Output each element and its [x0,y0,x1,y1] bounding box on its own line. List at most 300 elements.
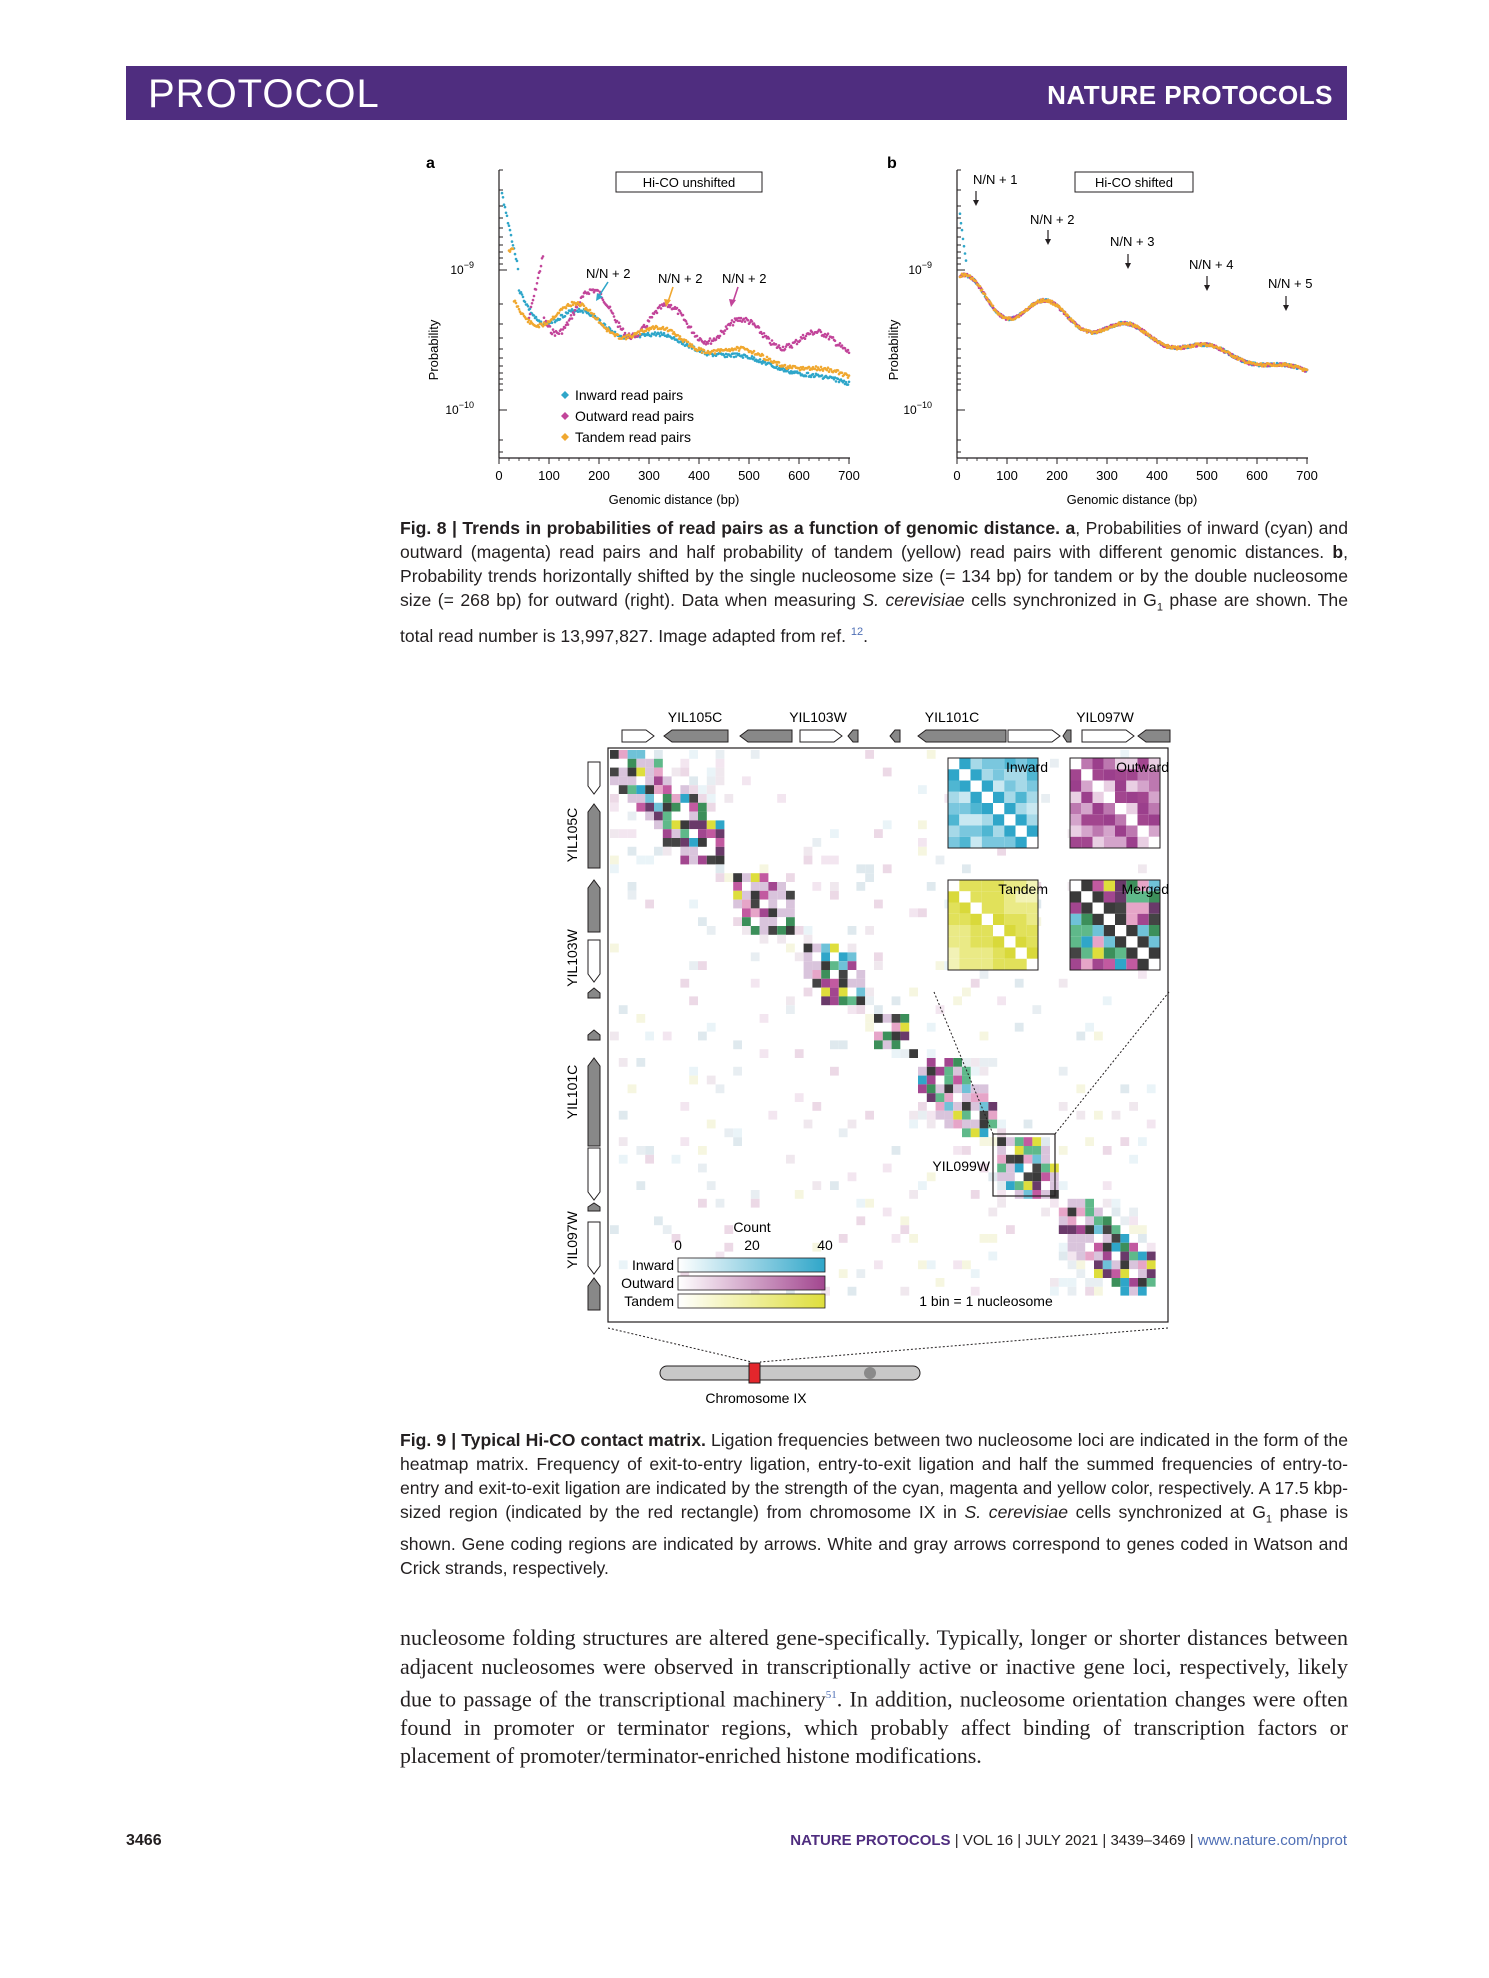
inset-cell [1104,781,1115,792]
matrix-cell [751,873,760,882]
inset-cell [982,959,993,970]
matrix-cell [733,891,742,900]
data-point [778,361,781,364]
matrix-cell [1006,1225,1015,1234]
matrix-cell [1103,1243,1112,1252]
inset-cell [1016,837,1027,848]
matrix-cell [856,1216,865,1225]
inset-cell [1149,936,1160,947]
inset-cell [1149,959,1160,970]
matrix-cell [663,1225,672,1234]
matrix-cell [980,1058,989,1067]
data-point [507,222,510,225]
matrix-cell [1032,1164,1041,1173]
matrix-cell [918,1102,927,1111]
inset-cell [1093,826,1104,837]
matrix-cell [1024,1164,1033,1173]
matrix-cell [936,1084,945,1093]
data-point [807,372,810,375]
matrix-cell [689,961,698,970]
inset-cell [1081,826,1092,837]
matrix-cell [997,1120,1006,1129]
inset-cell [1027,914,1038,925]
matrix-cell [830,961,839,970]
matrix-cell [663,829,672,838]
matrix-cell [786,908,795,917]
matrix-cell [918,820,927,829]
inset-cell [1016,814,1027,825]
inset-cell [948,903,959,914]
xtick-label: 600 [1246,468,1268,483]
inset-cell [1149,837,1160,848]
matrix-cell [654,759,663,768]
matrix-cell [883,1032,892,1041]
gene-arrow [588,1203,600,1211]
matrix-cell [680,856,689,865]
matrix-cell [760,891,769,900]
inset-cell [1081,781,1092,792]
inset-cell [1070,826,1081,837]
matrix-cell [927,1023,936,1032]
matrix-cell [786,1155,795,1164]
gene-arrow [588,880,600,932]
matrix-cell [892,1049,901,1058]
matrix-cell [980,1102,989,1111]
matrix-cell [1094,1216,1103,1225]
matrix-cell [848,996,857,1005]
inset-cell [1126,781,1137,792]
inset-cell [1070,880,1081,891]
matrix-cell [707,803,716,812]
matrix-cell [698,917,707,926]
data-point [715,338,718,341]
matrix-cell [830,996,839,1005]
matrix-cell [1068,1225,1077,1234]
fig8-caption-ref[interactable]: 12 [850,625,864,638]
matrix-cell [636,768,645,777]
matrix-cell [918,1084,927,1093]
data-point [744,320,747,323]
matrix-cell [1006,1155,1015,1164]
data-point [682,314,685,317]
matrix-cell [874,1040,883,1049]
inset-cell [1081,903,1092,914]
matrix-cell [856,979,865,988]
matrix-cell [936,1278,945,1287]
matrix-cell [1059,1199,1068,1208]
matrix-cell [1094,1208,1103,1217]
data-point [1079,326,1082,329]
scale-label-inward: Inward [631,1257,674,1273]
inset-cell [1027,814,1038,825]
matrix-cell [1059,1252,1068,1261]
matrix-cell [663,803,672,812]
inset-cell [959,880,970,891]
matrix-cell [1147,1287,1156,1296]
centromere [864,1367,876,1379]
matrix-cell [610,864,619,873]
inset-cell [1149,826,1160,837]
matrix-cell [821,996,830,1005]
data-point [984,293,987,296]
matrix-cell [962,1260,971,1269]
inset-cell [971,959,982,970]
matrix-cell [628,1084,637,1093]
section-label: PROTOCOL [148,72,380,116]
data-point [546,323,549,326]
matrix-cell [971,1102,980,1111]
inset-cell [982,758,993,769]
matrix-cell [680,838,689,847]
inset-cell [948,837,959,848]
xtick-label: 300 [638,468,660,483]
matrix-cell [680,829,689,838]
matrix-cell [628,891,637,900]
data-point [839,342,842,345]
matrix-cell [733,1040,742,1049]
matrix-cell [918,1181,927,1190]
matrix-cell [716,856,725,865]
data-point [671,329,674,332]
matrix-cell [1138,1234,1147,1243]
matrix-cell [742,873,751,882]
matrix-cell [1041,794,1050,803]
matrix-cell [944,1084,953,1093]
data-point [662,326,665,329]
footer-url[interactable]: www.nature.com/nprot [1197,1832,1347,1849]
inset-cell [1004,837,1015,848]
matrix-cell [1059,1067,1068,1076]
matrix-cell [1085,1278,1094,1287]
inset-cell [982,781,993,792]
data-point [784,364,787,367]
matrix-cell [980,970,989,979]
inset-label-outward: Outward [1116,759,1169,775]
matrix-cell [980,1093,989,1102]
inset-cell [971,781,982,792]
gene-arrow [664,730,728,742]
scale-label-outward: Outward [621,1275,674,1291]
matrix-cell [716,847,725,856]
matrix-cell [645,900,654,909]
matrix-cell [944,1111,953,1120]
matrix-cell [768,908,777,917]
matrix-cell [654,794,663,803]
page-number: 3466 [126,1832,162,1849]
matrix-cell [848,1120,857,1129]
xtick-label: 500 [1196,468,1218,483]
matrix-cell [610,768,619,777]
data-point [687,341,690,344]
inset-cell [971,948,982,959]
data-point [518,289,521,292]
data-point [622,327,625,330]
matrix-cell [760,926,769,935]
data-point [505,212,508,215]
data-point [693,332,696,335]
footer-citation: NATURE PROTOCOLS | VOL 16 | JULY 2021 | 3439–3469 | www.nature.com/nprot [790,1832,1347,1849]
matrix-cell [777,891,786,900]
matrix-cell [1059,1102,1068,1111]
data-point [538,326,541,329]
matrix-cell [927,750,936,759]
data-point [827,366,830,369]
matrix-cell [619,759,628,768]
inset-cell [1138,814,1149,825]
data-point [961,229,964,232]
matrix-cell [768,882,777,891]
inset-cell [1081,959,1092,970]
matrix-cell [839,970,848,979]
matrix-cell [1129,1225,1138,1234]
inset-cell [959,769,970,780]
matrix-cell [1103,1146,1112,1155]
matrix-cell [812,979,821,988]
gene-arrow [1082,730,1134,742]
matrix-cell [610,944,619,953]
matrix-cell [672,829,681,838]
matrix-cell [936,1111,945,1120]
matrix-cell [883,1164,892,1173]
matrix-cell [724,794,733,803]
data-point [845,381,848,384]
matrix-cell [909,1049,918,1058]
data-point [619,325,622,328]
matrix-cell [636,1014,645,1023]
matrix-cell [830,970,839,979]
matrix-cell [927,882,936,891]
inset-cell [948,826,959,837]
data-point [747,319,750,322]
inset-cell [1104,758,1115,769]
matrix-cell [654,1216,663,1225]
matrix-cell [628,785,637,794]
matrix-cell [980,1128,989,1137]
matrix-cell [645,1155,654,1164]
matrix-cell [962,1093,971,1102]
matrix-cell [1076,1216,1085,1225]
matrix-cell [1147,1120,1156,1129]
data-point [709,337,712,340]
matrix-cell [953,1120,962,1129]
matrix-cell [944,1076,953,1085]
matrix-cell [689,847,698,856]
data-point [847,349,850,352]
body-text-2: . In addition, nucleosome orientation changes were often found in promoter or terminator regions, which probably affect binding of transcription factors or placement of promoter/terminator-enriched histone modifications. [400,1686,1348,1769]
matrix-cell [874,1005,883,1014]
matrix-cell [909,988,918,997]
matrix-cell [883,1023,892,1032]
matrix-cell [997,1146,1006,1155]
panel-b-annotation: N/N + 1 [973,172,1018,187]
panel-a-box-label: Hi-CO unshifted [642,175,736,190]
data-point [512,244,515,247]
data-point [847,383,850,386]
scale-bar-tandem [678,1294,825,1308]
matrix-cell [962,988,971,997]
data-point [624,332,627,335]
inset-cell [948,781,959,792]
inset-cell [1070,936,1081,947]
matrix-cell [716,776,725,785]
inset-cell [1104,880,1115,891]
inset-cell [993,925,1004,936]
matrix-cell [953,1146,962,1155]
inset-cell [1104,936,1115,947]
body-ref-51[interactable]: 51 [825,1689,837,1701]
matrix-cell [1129,1252,1138,1261]
data-point [593,313,596,316]
matrix-cell [944,1093,953,1102]
data-point [609,306,612,309]
matrix-cell [724,1225,733,1234]
matrix-cell [1129,1208,1138,1217]
matrix-cell [944,1102,953,1111]
matrix-cell [980,1137,989,1146]
matrix-cell [1120,1252,1129,1261]
data-point [612,312,615,315]
matrix-cell [909,1120,918,1129]
matrix-cell [760,935,769,944]
matrix-cell [1138,1278,1147,1287]
matrix-cell [768,1111,777,1120]
data-point [686,322,689,325]
matrix-cell [760,1014,769,1023]
matrix-cell [1120,1216,1129,1225]
matrix-cell [768,926,777,935]
matrix-cell [1120,1260,1129,1269]
count-title: Count [733,1219,771,1235]
matrix-cell [663,794,672,803]
inset-cell [1138,837,1149,848]
matrix-cell [830,829,839,838]
matrix-cell [1015,1023,1024,1032]
data-point [710,342,713,345]
matrix-cell [716,1084,725,1093]
data-point [1149,334,1152,337]
inset-cell [982,903,993,914]
matrix-cell [1059,1216,1068,1225]
inset-cell [959,948,970,959]
matrix-cell [1041,1208,1050,1217]
inset-cell [1070,769,1081,780]
yil099w-label: YIL099W [932,1158,990,1174]
bin-note: 1 bin = 1 nucleosome [919,1293,1053,1309]
matrix-cell [645,856,654,865]
matrix-cell [689,803,698,812]
inset-cell [1004,903,1015,914]
matrix-cell [654,768,663,777]
matrix-cell [1138,1137,1147,1146]
matrix-cell [953,1067,962,1076]
matrix-cell [1032,1137,1041,1146]
data-point [589,309,592,312]
matrix-cell [698,838,707,847]
scale-bar-outward [678,1276,825,1290]
matrix-cell [1041,1146,1050,1155]
data-point [524,301,527,304]
data-point [514,253,517,256]
data-point [564,315,567,318]
data-point [762,354,765,357]
panel-b-ylabel: Probability [886,319,901,381]
matrix-cell [936,1005,945,1014]
chromosome-label: Chromosome IX [705,1390,807,1406]
matrix-cell [883,1014,892,1023]
matrix-cell [971,1190,980,1199]
data-point [613,315,616,318]
matrix-cell [689,838,698,847]
matrix-cell [1147,1278,1156,1287]
matrix-cell [628,847,637,856]
data-point [751,320,754,323]
inset-cell [1004,792,1015,803]
matrix-cell [936,1067,945,1076]
inset-cell [1126,814,1137,825]
inset-cell [1016,792,1027,803]
matrix-cell [927,1111,936,1120]
matrix-cell [645,759,654,768]
annot-arrow-cyan [599,282,608,296]
data-point [701,351,704,354]
count-tick-40: 40 [817,1237,833,1253]
matrix-cell [795,1049,804,1058]
matrix-cell [874,829,883,838]
data-point [796,343,799,346]
matrix-cell [830,1067,839,1076]
inset-cell [1115,837,1126,848]
matrix-cell [628,776,637,785]
panel-a-annot-1: N/N + 2 [586,266,631,281]
inset-cell [993,914,1004,925]
data-point [723,332,726,335]
data-point [726,356,729,359]
gene-arrow [588,1148,600,1200]
matrix-cell [1103,1269,1112,1278]
data-point [651,316,654,319]
matrix-cell [707,829,716,838]
data-point [986,297,989,300]
matrix-cell [672,1155,681,1164]
matrix-cell [786,917,795,926]
scale-bar-inward [678,1258,825,1272]
inset-cell [1093,758,1104,769]
matrix-cell [997,1137,1006,1146]
xtick-label: 100 [996,468,1018,483]
matrix-cell [892,1234,901,1243]
data-point [759,358,762,361]
matrix-cell [865,1023,874,1032]
data-point [782,346,785,349]
data-point [666,327,669,330]
footer-journal: NATURE PROTOCOLS [790,1832,951,1849]
data-point [618,321,621,324]
inset-cell [1093,948,1104,959]
matrix-cell [874,900,883,909]
matrix-cell [865,1005,874,1014]
matrix-cell [1024,1155,1033,1164]
matrix-cell [1112,1111,1121,1120]
matrix-cell [1041,1155,1050,1164]
matrix-cell [751,908,760,917]
inset-cell [948,948,959,959]
inset-cell [1115,792,1126,803]
inset-cell [1093,814,1104,825]
matrix-cell [1112,1243,1121,1252]
data-point [558,332,561,335]
matrix-cell [698,820,707,829]
inset-cell [1081,948,1092,959]
